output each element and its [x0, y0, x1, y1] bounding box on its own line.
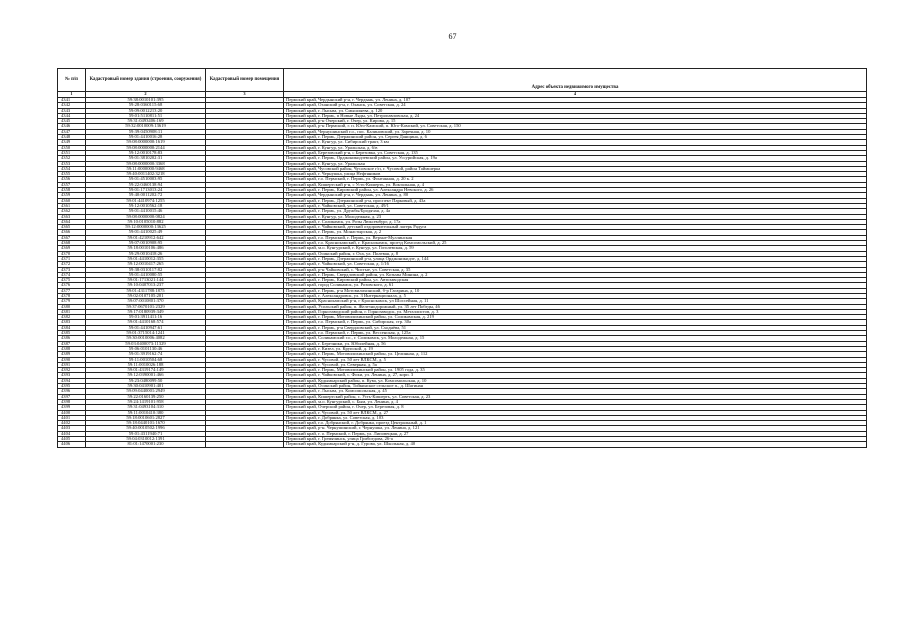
- row-number: 4383: [58, 320, 86, 325]
- address: Пермский край, г. Пермь, р-н Свердловский, ул. Сходнёва, 51: [284, 325, 867, 330]
- building-cadastral-number: 59:40:0010502:1996: [86, 426, 206, 431]
- address: Пермский край, г. Пермь, Кировский район, ул. Автозаводская: [284, 278, 867, 283]
- building-cadastral-number: 59:01:4410974:1255: [86, 198, 206, 203]
- building-cadastral-number: 59:12:0010562:18: [86, 203, 206, 208]
- building-cadastral-number: 59:10:0407013:237: [86, 283, 206, 288]
- row-number: 4345: [58, 119, 86, 124]
- column-number: 1: [58, 92, 86, 98]
- row-number: 4352: [58, 156, 86, 161]
- property-table: [57, 68, 867, 448]
- building-cadastral-number: 59:01:4410015:46: [86, 209, 206, 214]
- building-cadastral-number: 59:22:0160139:250: [86, 394, 206, 399]
- address: Пермский край, г.о. Пермский, г. Пермь, ул. Вессенская, д. 125а: [284, 331, 867, 336]
- building-cadastral-number: 59:01:4410012:355: [86, 256, 206, 261]
- address: Пермский край, г. Пермь, п Новые Ляды, ул. Петропавловская, д. 24: [284, 113, 867, 118]
- address: Пермский край, Чусовской район, Чусовское г/п, г. Чусовой, район Таймшерка: [284, 166, 867, 171]
- row-number: 4400: [58, 410, 86, 415]
- row-number: 4397: [58, 394, 86, 399]
- address: Пермский край, г. Гремячинск, улица Грибоедова, 26-а: [284, 437, 867, 442]
- table-header-row: [58, 69, 867, 92]
- address: Пермский край, г. Пермь, Кировский район, ул. Александра Невского, д. 26: [284, 188, 867, 193]
- building-cadastral-number: 59:11:0010504:68: [86, 357, 206, 362]
- address: Пермский край, Кудымкарский р-н, д. Гурова, ул. Школьная, д. 40: [284, 442, 867, 447]
- row-number: 4372: [58, 262, 86, 267]
- address: Пермский край, м.о. Кунгурский, с. Бым, ул. Ленина, д. 4: [284, 399, 867, 404]
- building-cadastral-number: 59:10:0105010:882: [86, 219, 206, 224]
- building-cadastral-number: 59:01:4319174:149: [86, 368, 206, 373]
- address: Пермский край, город Соликамск, ул. Розовского, д. 61: [284, 283, 867, 288]
- address: Пермский край, Кишертский р-н, с Усть-Кишерть, ул. Вокзальная, д. 4: [284, 182, 867, 187]
- row-number: 4374: [58, 272, 86, 277]
- row-number: 4377: [58, 288, 86, 293]
- address: Пермский край, г. Кунгур, ул. Уральская, д. 6/в: [284, 145, 867, 150]
- building-cadastral-number: 59:04:0310012:1391: [86, 437, 206, 442]
- address: Пермский край, г.о. Пермский, г. Пермь, ул. Фонтанная, д. 20 к. 2: [284, 177, 867, 182]
- building-cadastral-number: 59:09:0012213:20: [86, 108, 206, 113]
- address: Пермский край, г.о. Пермский, г. Пермь, ул. Сибирская, стр. 30а: [284, 320, 867, 325]
- building-cadastral-number: 59:17:0180939:349: [86, 309, 206, 314]
- building-cadastral-number: 59:03:0400073:11329: [86, 341, 206, 346]
- row-number: 4343: [58, 108, 86, 113]
- row-number: 4348: [58, 135, 86, 140]
- address: Пермский край, г. Пермь, Свердловский район, ул. Козьмы Минина, д. 2: [284, 272, 867, 277]
- address: Пермский край, Кишертский район, с. Усть-Кишерть, ул. Советская, д. 23: [284, 394, 867, 399]
- row-number: 4404: [58, 431, 86, 436]
- building-cadastral-number: 59:06:0101130:46: [86, 346, 206, 351]
- building-cadastral-number: 59:08:0000000:1619: [86, 140, 206, 145]
- building-cadastral-number: 59:01:4410168:574: [86, 320, 206, 325]
- address: Пермский край, г. Пермь, ул. Дружбы/Бродячая, д. 4а: [284, 209, 867, 214]
- row-number: 4378: [58, 293, 86, 298]
- header-number: № п/п: [58, 69, 86, 92]
- building-cadastral-number: 59:01:3919162:74: [86, 352, 206, 357]
- building-cadastral-number: 59:01:3715014:1241: [86, 331, 206, 336]
- building-cadastral-number: 59:30:0410901:401: [86, 384, 206, 389]
- row-number: 4388: [58, 346, 86, 351]
- row-number: 4389: [58, 352, 86, 357]
- building-cadastral-number: 59:01:4510003:95: [86, 177, 206, 182]
- building-cadastral-number: 59:07:0010801:370: [86, 299, 206, 304]
- building-cadastral-number: 59:11:0010026:188: [86, 362, 206, 367]
- building-cadastral-number: 81:01:1470001:230: [86, 442, 206, 447]
- row-number: 4371: [58, 256, 86, 261]
- building-cadastral-number: 59:30:0010006:4082: [86, 336, 206, 341]
- building-cadastral-number: 59:18:0010601:2827: [86, 415, 206, 420]
- building-cadastral-number: 59:31:0493406:169: [86, 119, 206, 124]
- address: Пермский край, г. Пермь, Дзержинский р-н, улица Орджоникидзе, д. 144: [284, 256, 867, 261]
- building-cadastral-number: 59:23:0480099:50: [86, 378, 206, 383]
- building-cadastral-number: 59:01:3911411:16: [86, 315, 206, 320]
- address: Пермский край, г. Лысьва, ул. Комсомольская, д. 45: [284, 389, 867, 394]
- address: Пермский край, г. Чусовой, ул. 50 лет ВЛКСМ, д. 27: [284, 410, 867, 415]
- address: Пермский край, г. Лысьва, ул. Смышляева, д. 120: [284, 108, 867, 113]
- address: Пермский край, г. Березники, ул. Юбилейная, д. 56: [284, 341, 867, 346]
- row-number: 4401: [58, 415, 86, 420]
- building-cadastral-number: 59:29:0010418:26: [86, 251, 206, 256]
- row-number: 4364: [58, 219, 86, 224]
- building-cadastral-number: 59:01:1713021:144: [86, 278, 206, 283]
- row-number: 4381: [58, 309, 86, 314]
- building-cadastral-number: 59:01:1713013:24: [86, 188, 206, 193]
- address: Пермский край, г. Александровск, ул. 3 Интернационала, д. 5: [284, 293, 867, 298]
- row-number: 4396: [58, 389, 86, 394]
- row-number: 4385: [58, 331, 86, 336]
- address: Пермский край, Усольский район, п. Железнодорожный, ул. 35 лет Победы, 46: [284, 304, 867, 309]
- address: Пермский край, Оханский р-н, г. Оханск, ул. Советская, д. 24: [284, 103, 867, 108]
- row-number: 4359: [58, 193, 86, 198]
- address: Пермский край, Березовский р-н, с Березовка, ул. Советская, д. 135: [284, 150, 867, 155]
- row-number: 4373: [58, 267, 86, 272]
- address: Пермский край, Чернушинский г.о., пос. Калиновский, ул. Заречная, д. 10: [284, 129, 867, 134]
- column-number: 2: [86, 92, 206, 98]
- building-cadastral-number: 59:18:0010106:486: [86, 246, 206, 251]
- building-cadastral-number: 59:18:0440101:1670: [86, 421, 206, 426]
- address: Пермский край, г. Чусовой, ул. 50 лет ВЛКСМ, д. 5: [284, 357, 867, 362]
- address: Пермский край, Осинский район, г. Оса, ул. Полевая, д. 8: [284, 251, 867, 256]
- row-number: 4344: [58, 113, 86, 118]
- building-cadastral-number: 59:08:0000000:2144: [86, 145, 206, 150]
- address: Пермский край, Чердынский р-н, г. Чердынь, ул. Ленина, д. 107: [284, 98, 867, 103]
- address: Пермский край, г. Чусовой, ул. Северная, д. 5а: [284, 362, 867, 367]
- building-cadastral-number: 59:01:3810202:31: [86, 156, 206, 161]
- row-number: 4367: [58, 235, 86, 240]
- row-number: 4406: [58, 442, 86, 447]
- row-number: 4369: [58, 246, 86, 251]
- row-number: 4391: [58, 362, 86, 367]
- address: Пермский край, Соликамский г.о., г. Соликамск, ул. Молодежная, д. 15: [284, 336, 867, 341]
- row-number: 4357: [58, 182, 86, 187]
- building-cadastral-number: 59:08:0000000:3368: [86, 161, 206, 166]
- row-number: 4347: [58, 129, 86, 134]
- address: Пермский край, г. Кунгур, ул. Молодежная, д. 23: [284, 214, 867, 219]
- building-cadastral-number: 59:22:0460138:94: [86, 182, 206, 187]
- address: Пермский край, Осинский район, Тойкинское сельское п., д. Шагиная: [284, 384, 867, 389]
- premises-cadastral-number: [206, 442, 284, 447]
- building-cadastral-number: 59:01:4410016:28: [86, 135, 206, 140]
- row-number: 4379: [58, 299, 86, 304]
- address: Пермский край, г. Пермь, Мотовилихинский район, ул. 1905 года, д. 35: [284, 368, 867, 373]
- building-cadastral-number: 59:01:4410947:61: [86, 325, 206, 330]
- building-cadastral-number: 59:38:0010101:395: [86, 98, 206, 103]
- row-number: 4356: [58, 177, 86, 182]
- building-cadastral-number: 59:08:0000000:0824: [86, 214, 206, 219]
- address: Пермский край, г. Пермь, Мотовилихинский район, ул. Соликамская, д. 219: [284, 315, 867, 320]
- building-cadastral-number: 59:12:0010417:265: [86, 262, 206, 267]
- row-number: 4402: [58, 421, 86, 426]
- building-cadastral-number: 59:01:4311940:71: [86, 431, 206, 436]
- row-number: 4368: [58, 241, 86, 246]
- address: Пермский край, г. Чайковский, с. Фоки, ул. Ленина, д. 27, корп. 3: [284, 373, 867, 378]
- row-number: 4384: [58, 325, 86, 330]
- building-cadastral-number: 59:01:5110811:51: [86, 113, 206, 118]
- row-number: 4351: [58, 150, 86, 155]
- row-number: 4353: [58, 161, 86, 166]
- building-cadastral-number: 59:37:0670101:2329: [86, 304, 206, 309]
- page-number: 67: [448, 32, 457, 41]
- address: Пермский край, г. Пермь, Дзержинский р-н, проспект Парковый, д. 43а: [284, 198, 867, 203]
- address: Пермский край, г. Кунгур, ул. Уральская: [284, 161, 867, 166]
- address: Пермский край, г. Пермь, р-н Мотовилихинский, б-р Гагарина, д. 10: [284, 288, 867, 293]
- address: Пермский край, г.о. Пермский, г. Пермь, ул. Верхне-Муллинская: [284, 235, 867, 240]
- building-cadastral-number: 59:40:0011402:3218: [86, 172, 206, 177]
- building-cadastral-number: 59:11:0000000:9468: [86, 166, 206, 171]
- row-number: 4399: [58, 405, 86, 410]
- row-number: 4393: [58, 373, 86, 378]
- building-cadastral-number: 59:01:4210912:642: [86, 235, 206, 240]
- header-building-cadastral: Кадастровый номер здания (строения, сооружения): [86, 69, 206, 92]
- building-cadastral-number: 59:02:0107105:201: [86, 293, 206, 298]
- address: Пермский край, г. Пермь, Мотовилихинский район, ул. Целинная, д. 112: [284, 352, 867, 357]
- row-number: 4360: [58, 198, 86, 203]
- building-cadastral-number: 59:01:4410080:55: [86, 272, 206, 277]
- row-number: 4380: [58, 304, 86, 309]
- address: Пермский край, г.о. Добрянский, г. Добрянка, проезд Центральный, д. 1: [284, 421, 867, 426]
- building-cadastral-number: 59:01:4410025:49: [86, 230, 206, 235]
- building-cadastral-number: 59:38:0310117:82: [86, 267, 206, 272]
- address: Пермский край, г. Пермь, Орджоникидзевский район, ул. Уссурийская, д. 19а: [284, 156, 867, 161]
- table-row: [58, 442, 867, 447]
- address: Пермский край, Кудымкарский район, п. Кува, ул. Комсомольская, д. 10: [284, 378, 867, 383]
- row-number: 4398: [58, 399, 86, 404]
- row-number: 4375: [58, 278, 86, 283]
- address: Пермский край, г.о. Краснокамский, г. Краснокамск, проезд Комсомольский, д. 25: [284, 241, 867, 246]
- row-number: 4390: [58, 357, 86, 362]
- row-number: 4358: [58, 188, 86, 193]
- address: Пермский край, Очерский район, г. Очер, ул. Березовая, д. 8: [284, 405, 867, 410]
- building-cadastral-number: 59:09:0440001:2949: [86, 389, 206, 394]
- address: Пермский край, р-н Пермский, г. п. Юго-Камский, п. Юго-Камский, ул. Советская, д. 150: [284, 124, 867, 129]
- address: Пермский край, г. Кунгур, ул. Сибирский тракт, 3 км: [284, 140, 867, 145]
- address: Пермский край, р-н Чайковский, с. Чистые, ул. Советская, д. 35: [284, 267, 867, 272]
- building-cadastral-number: 59:01:4311788:1875: [86, 288, 206, 293]
- address: Пермский край, г. Пермь, ул. Монастырская, д. 2: [284, 230, 867, 235]
- address: Пермский край, г. Чернушка, улица Нефтяников: [284, 172, 867, 177]
- address: Пермский край, р-н. Чернушинский, г. Чернушка, ул. Ленина, д. 121: [284, 426, 867, 431]
- building-cadastral-number: 59:12:0010178:83: [86, 150, 206, 155]
- header-address: Адрес объекта недвижимого имущества: [284, 69, 867, 92]
- row-number: 4355: [58, 172, 86, 177]
- row-number: 4370: [58, 251, 86, 256]
- row-number: 4403: [58, 426, 86, 431]
- building-cadastral-number: 59:39:0450908:11: [86, 129, 206, 134]
- address: Пермский край, г. Добрянка, ул. Советская, д. 103: [284, 415, 867, 420]
- address: Пермский край, м.о. Кунгурский, г. Кунгур, ул. Гоголевская, д. 59: [284, 246, 867, 251]
- building-cadastral-number: 59:07:0010908:95: [86, 241, 206, 246]
- row-number: 4342: [58, 103, 86, 108]
- address: Пермский край, Краснокамский р-н, г Краснокамск, ул Шоссейная, д. 11: [284, 299, 867, 304]
- row-number: 4387: [58, 341, 86, 346]
- building-cadastral-number: 59:40:0011202:72: [86, 193, 206, 198]
- row-number: 4395: [58, 384, 86, 389]
- row-number: 4386: [58, 336, 86, 341]
- row-number: 4349: [58, 140, 86, 145]
- address: Пермский край, г. Чайковский, ул. Советская, д. 1/16: [284, 262, 867, 267]
- address: Пермский край, Горнозаводский район, г. Горнозаводск, ул. Металлистов, д. 3: [284, 309, 867, 314]
- row-number: 4394: [58, 378, 86, 383]
- building-cadastral-number: 59:12:0390001:466: [86, 373, 206, 378]
- address: Пермский край, г. о. Пермский, г. Пермь, ул. Липовецкая, д. 27: [284, 431, 867, 436]
- row-number: 4341: [58, 98, 86, 103]
- header-premises-cadastral: Кадастровый номер помещения: [206, 69, 284, 92]
- address: Пермский край, г. Чайковский, детский оздоровительный лагерь Радуга: [284, 225, 867, 230]
- row-number: 4376: [58, 283, 86, 288]
- building-cadastral-number: 59:24:1419101:958: [86, 399, 206, 404]
- row-number: 4365: [58, 225, 86, 230]
- row-number: 4405: [58, 437, 86, 442]
- building-cadastral-number: 59:11:0010410:380: [86, 410, 206, 415]
- address: Пермский край, г. Соликамск, ул. Розы Люксембург, д. 17а: [284, 219, 867, 224]
- row-number: 4392: [58, 368, 86, 373]
- row-number: 4362: [58, 209, 86, 214]
- building-cadastral-number: 59:12:0000000:13625: [86, 225, 206, 230]
- building-cadastral-number: 59:28:0360115:68: [86, 103, 206, 108]
- row-number: 4346: [58, 124, 86, 129]
- building-cadastral-number: 59:32:0010009:13619: [86, 124, 206, 129]
- address: Пермский край, г. Чайковский, ул. Советская, д. 49/1: [284, 203, 867, 208]
- row-number: 4366: [58, 230, 86, 235]
- address: Пермский край, г. Пермь, Дзержинский район, ул. Сергея Данщина, д. 6: [284, 135, 867, 140]
- column-number: 4: [284, 92, 867, 98]
- building-cadastral-number: 59:31:0493104:310: [86, 405, 206, 410]
- row-number: 4363: [58, 214, 86, 219]
- row-number: 4354: [58, 166, 86, 171]
- column-number: 3: [206, 92, 284, 98]
- row-number: 4361: [58, 203, 86, 208]
- address: Пермский край, г. Кизел, ул. Крупской, д. 19: [284, 346, 867, 351]
- address: Пермский край, р-н Очерский, г. Очер, ул. Кирова, д. 15: [284, 119, 867, 124]
- row-number: 4350: [58, 145, 86, 150]
- row-number: 4382: [58, 315, 86, 320]
- address: Пермский край, Чердынский р-н, г. Чердынь, ул. Ленина, д. 80: [284, 193, 867, 198]
